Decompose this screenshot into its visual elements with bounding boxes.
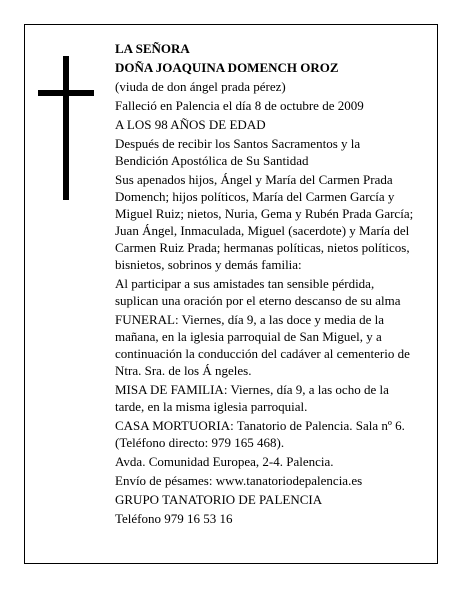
cross-horizontal-bar <box>38 90 94 96</box>
funeral-info: FUNERAL: Viernes, día 9, a las doce y media de la mañana, en la iglesia parroquial de San Miguel, y a continuación la conducción del cadáver al cementerio de Ntra. Sra. de los Á ngeles. <box>115 312 410 378</box>
notice-title: LA SEÑORA <box>115 41 190 56</box>
deceased-name: DOÑA JOAQUINA DOMENCH OROZ <box>115 60 339 75</box>
cross-vertical-bar <box>63 56 69 200</box>
family-text: Sus apenados hijos, Ángel y María del Carmen Prada Domench; hijos políticos, María del Carmen García y Miguel Ruiz; nietos, Nuria, Gema y Rubén Prada García; Juan Ángel, Inmaculada, Miguel (sacerdote) y María del Carmen Ruiz Prada; hermanas políticas, nietos políticos, bisnietos, sobrinos y demás familia: <box>115 172 414 272</box>
company-phone: Teléfono 979 16 53 16 <box>115 511 233 526</box>
sacraments-text: Después de recibir los Santos Sacramentos y la Bendición Apostólica de Su Santidad <box>115 136 361 168</box>
cross-icon <box>38 56 94 200</box>
notice-text <box>115 40 415 529</box>
widow-of: (viuda de don ángel prada pérez) <box>115 79 286 94</box>
age-at-death: A LOS 98 AÑOS DE EDAD <box>115 117 266 132</box>
mortuary-info: CASA MORTUORIA: Tanatorio de Palencia. Sala nº 6. (Teléfono directo: 979 165 468). <box>115 418 405 450</box>
condolences-link: Envío de pésames: www.tanatoriodepalencia.es <box>115 473 363 488</box>
death-date: Falleció en Palencia el día 8 de octubre de 2009 <box>115 98 364 113</box>
mortuary-address: Avda. Comunidad Europea, 2-4. Palencia. <box>115 454 334 469</box>
company-name: GRUPO TANATORIO DE PALENCIA <box>115 492 323 507</box>
prayer-request: Al participar a sus amistades tan sensible pérdida, suplican una oración por el eterno descanso de su alma <box>115 276 401 308</box>
family-mass-info: MISA DE FAMILIA: Viernes, día 9, a las ocho de la tarde, en la misma iglesia parroquial. <box>115 382 389 414</box>
